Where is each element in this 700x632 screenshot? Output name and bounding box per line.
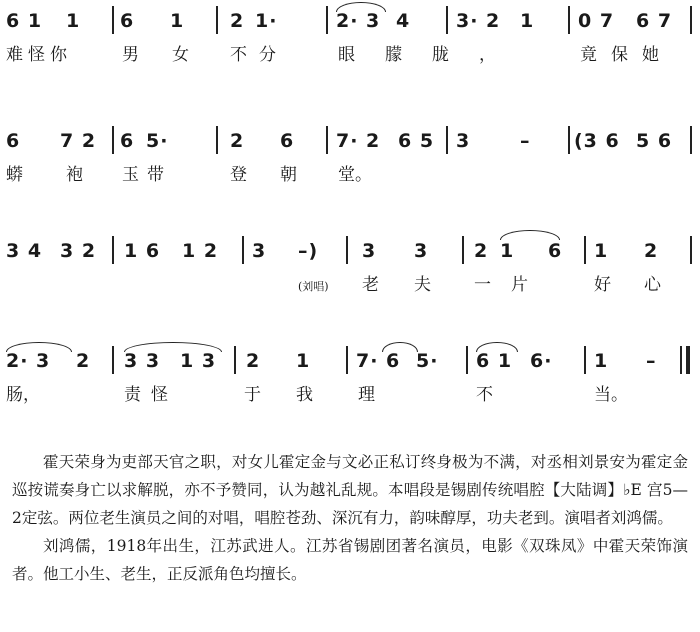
final-barline — [686, 346, 690, 374]
barline — [326, 6, 328, 34]
lyric: 袍 — [66, 165, 83, 185]
commentary — [0, 448, 700, 588]
note: 6 — [6, 130, 21, 152]
barline — [242, 236, 244, 264]
note-group: 3 3 — [124, 350, 161, 372]
note: 5· — [416, 350, 439, 372]
note-group: 0 7 — [578, 10, 615, 32]
score-row-2 — [0, 120, 700, 216]
note: 3 — [414, 240, 429, 262]
note: 6 — [548, 240, 563, 262]
barline — [690, 6, 692, 34]
lyric: 男 — [122, 45, 139, 65]
barline — [446, 126, 448, 154]
barline — [584, 236, 586, 264]
barline — [568, 126, 570, 154]
note: 1· — [255, 10, 278, 32]
barline — [568, 6, 570, 34]
barline — [690, 236, 692, 264]
lyric: 于 — [244, 385, 261, 405]
score-row-4 — [0, 340, 700, 436]
note: 5· — [146, 130, 169, 152]
barline — [462, 236, 464, 264]
note-group: 3 4 — [6, 240, 43, 262]
lyric: 责怪 — [124, 385, 178, 405]
note: 3 — [362, 240, 377, 262]
note: 3 — [252, 240, 267, 262]
note-group: 1 2 — [182, 240, 219, 262]
barline — [112, 6, 114, 34]
barline — [326, 126, 328, 154]
barline — [112, 236, 114, 264]
score-row-1 — [0, 0, 700, 96]
barline — [466, 346, 468, 374]
lyric: 一片 — [474, 275, 548, 295]
note-group: 7· 2 — [336, 130, 381, 152]
note-group: 7 2 — [60, 130, 97, 152]
note-group: 6 7 — [636, 10, 673, 32]
note-group: 3 2 — [60, 240, 97, 262]
note-group: 1 6 — [124, 240, 161, 262]
note: 2 — [230, 10, 245, 32]
note: 2 — [76, 350, 91, 372]
lyric: 不 — [476, 385, 493, 405]
note: 4 — [396, 10, 411, 32]
dash: – — [520, 130, 531, 152]
lyric: 蟒 — [6, 165, 23, 185]
score-row-3 — [0, 230, 700, 326]
note-group: 7· 6 — [356, 350, 401, 372]
barline — [112, 346, 114, 374]
note-group: 1 3 — [180, 350, 217, 372]
note: 6· — [530, 350, 553, 372]
lyric: 眼朦胧， — [338, 45, 526, 65]
note: 2 — [230, 130, 245, 152]
note-close: –) — [298, 240, 319, 262]
dash: – — [646, 350, 657, 372]
slur — [500, 230, 560, 240]
lyric: 我 — [296, 385, 313, 405]
barline — [216, 6, 218, 34]
lyric: 堂。 — [338, 165, 372, 185]
note-group: 6 1 — [476, 350, 513, 372]
lyric: 当。 — [594, 385, 628, 405]
note-group: 6 5 — [398, 130, 435, 152]
commentary-paragraph: 霍天荣身为吏部天官之职，对女儿霍定金与文必正私订终身极为不满，对丞相刘景安为霍定金巡按谎奏身亡以求解脱，亦不予赞同，认为越礼乱规。本唱段是锡剧传统唱腔【大陆调】♭E 宫5—2定弦。两位老生演员之间的对唱，唱腔苍劲、深沉有力，韵味醇厚，功夫老到。演唱者刘鸿儒。 — [12, 453, 688, 527]
lyric: 不分 — [230, 45, 288, 65]
note-group: 2· 3 — [336, 10, 381, 32]
note: 6 — [120, 10, 135, 32]
barline — [446, 6, 448, 34]
lyric: 夫 — [414, 275, 431, 295]
lyric: 难怪你 — [6, 45, 72, 65]
barline — [680, 346, 682, 374]
barline — [216, 126, 218, 154]
lyric: 登 — [230, 165, 247, 185]
lyric: 玉带 — [122, 165, 172, 185]
note-group: 6 1 — [6, 10, 43, 32]
lyric: 老 — [362, 275, 379, 295]
note: 1 — [296, 350, 311, 372]
bio-paragraph: 刘鸿儒，1918年出生，江苏武进人。江苏省锡剧团著名演员，电影《双珠凤》中霍天荣饰演者。他工小生、老生，正反派角色均擅长。 — [12, 537, 688, 583]
note: 2 — [644, 240, 659, 262]
note-group: 2· 3 — [6, 350, 51, 372]
barline — [346, 236, 348, 264]
lyric: 理 — [358, 385, 375, 405]
lyric: 女 — [172, 45, 189, 65]
barline — [690, 126, 692, 154]
note: 6 — [120, 130, 135, 152]
note: 1 — [170, 10, 185, 32]
note: 1 — [500, 240, 515, 262]
barline — [346, 346, 348, 374]
barline — [584, 346, 586, 374]
singer-cue: (刘唱) — [298, 280, 329, 293]
note-group: 5 6 — [636, 130, 673, 152]
note: 6 — [280, 130, 295, 152]
note: 3 — [456, 130, 471, 152]
barline — [112, 126, 114, 154]
lyric: 竟保她 — [580, 45, 673, 65]
note: 1 — [520, 10, 535, 32]
note-group: (3 6 — [574, 130, 620, 152]
note: 2 — [474, 240, 489, 262]
lyric: 心 — [644, 275, 661, 295]
lyric: 好 — [594, 275, 611, 295]
lyric: 朝 — [280, 165, 297, 185]
lyric: 肠， — [6, 385, 40, 405]
note: 1 — [594, 350, 609, 372]
note: 1 — [66, 10, 81, 32]
note: 1 — [594, 240, 609, 262]
barline — [234, 346, 236, 374]
note-group: 3· 2 — [456, 10, 501, 32]
note: 2 — [246, 350, 261, 372]
